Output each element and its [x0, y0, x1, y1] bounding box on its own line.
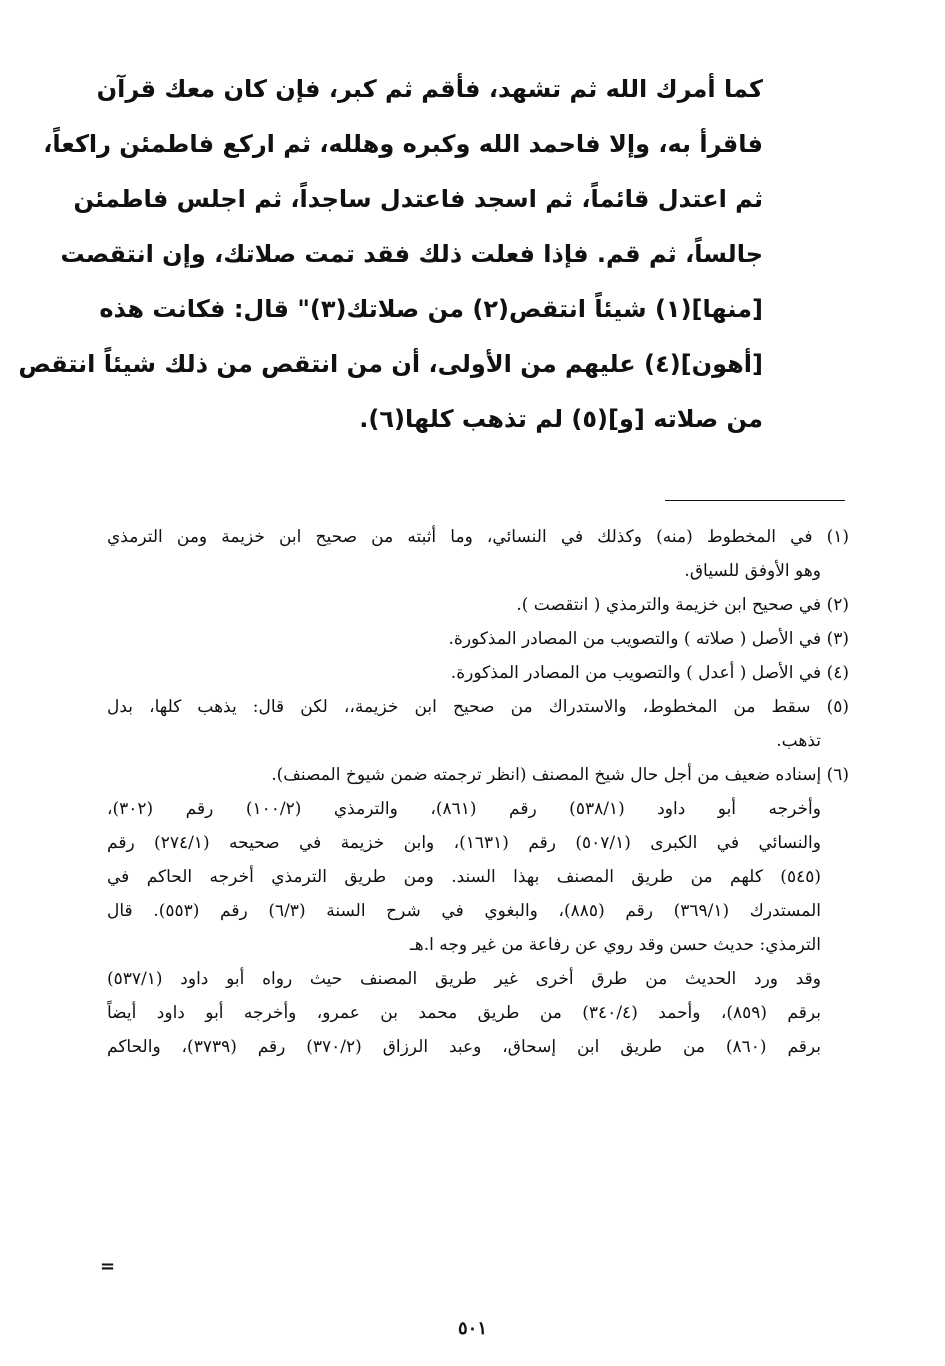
footnote-line: (٥٤٥) كلهم من طريق المصنف بهذا السند. ومن طريق الترمذي أخرجه الحاكم في — [107, 867, 821, 887]
footnote-line: برقم (٨٦٠) من طريق ابن إسحاق، وعبد الرزاق (٣٧٠/٢) رقم (٣٧٣٩)، والحاكم — [107, 1037, 821, 1057]
main-text-line: [منها](١) شيئاً انتقص(٢) من صلاتك(٣)" قال: فكانت هذه — [99, 295, 763, 323]
footnote-line: تذهب. — [776, 731, 821, 751]
main-text-line: جالساً، ثم قم. فإذا فعلت ذلك فقد تمت صلاتك، وإن انتقصت — [60, 240, 763, 268]
footnote-divider — [665, 500, 845, 501]
page-number: ٥٠١ — [457, 1318, 487, 1339]
main-text-line: ثم اعتدل قائماً، ثم اسجد فاعتدل ساجداً، ثم اجلس فاطمئن — [73, 185, 763, 213]
footnote-line: وأخرجه أبو داود (٥٣٨/١) رقم (٨٦١)، والترمذي (١٠٠/٢) رقم (٣٠٢)، — [107, 799, 821, 819]
footnote-line: برقم (٨٥٩)، وأحمد (٣٤٠/٤) من طريق محمد بن عمرو، وأخرجه أبو داود أيضاً — [107, 1003, 821, 1023]
footnote-5 — [107, 690, 849, 758]
footnote-line: وقد ورد الحديث من طرق أخرى غير طريق المصنف حيث رواه أبو داود (٥٣٧/١) — [107, 969, 821, 989]
main-text-line: [أهون](٤) عليهم من الأولى، أن من انتقص من ذلك شيئاً انتقص — [18, 350, 763, 378]
footnote-line: (٤) في الأصل ( أعدل ) والتصويب من المصادر المذكورة. — [450, 663, 849, 683]
footnote-line: (٥) سقط من المخطوط، والاستدراك من صحيح ابن خزيمة،، لكن قال: يذهب كلها، بدل — [107, 697, 849, 717]
footnote-line: (٣) في الأصل ( صلاته ) والتصويب من المصادر المذكورة. — [448, 629, 849, 649]
footnote-1 — [107, 520, 849, 588]
footnote-line: وهو الأوفق للسياق. — [684, 561, 821, 581]
footnotes-block — [107, 520, 849, 1064]
footnote-3 — [107, 622, 849, 656]
footnote-2 — [107, 588, 849, 622]
main-text-block — [18, 62, 763, 447]
footnote-line: المستدرك (٣٦٩/١) رقم (٨٨٥)، والبغوي في شرح السنة (٦/٣) رقم (٥٥٣). قال — [107, 901, 821, 921]
continuation-mark: = — [100, 1256, 116, 1277]
main-text-line: من صلاته [و](٥) لم تذهب كلها(٦). — [359, 405, 763, 433]
footnote-line: الترمذي: حديث حسن وقد روي عن رفاعة من غير وجه ا.هـ — [409, 935, 821, 955]
footnote-line: (٢) في صحيح ابن خزيمة والترمذي ( انتقصت ). — [516, 595, 849, 615]
footnote-line: (٦) إسناده ضعيف من أجل حال شيخ المصنف (انظر ترجمته ضمن شيوخ المصنف). — [271, 765, 849, 785]
footnote-6 — [107, 758, 849, 1064]
footnote-4 — [107, 656, 849, 690]
footnote-line: (١) في المخطوط (منه) وكذلك في النسائي، وما أثبته من صحيح ابن خزيمة ومن الترمذي — [107, 527, 849, 547]
main-text-line: كما أمرك الله ثم تشهد، فأقم ثم كبر، فإن كان معك قرآن — [96, 75, 763, 103]
main-text-line: فاقرأ به، وإلا فاحمد الله وكبره وهلله، ثم اركع فاطمئن راكعاً، — [43, 130, 763, 158]
footnote-line: والنسائي في الكبرى (٥٠٧/١) رقم (١٦٣١)، وابن خزيمة في صحيحه (٢٧٤/١) رقم — [107, 833, 821, 853]
